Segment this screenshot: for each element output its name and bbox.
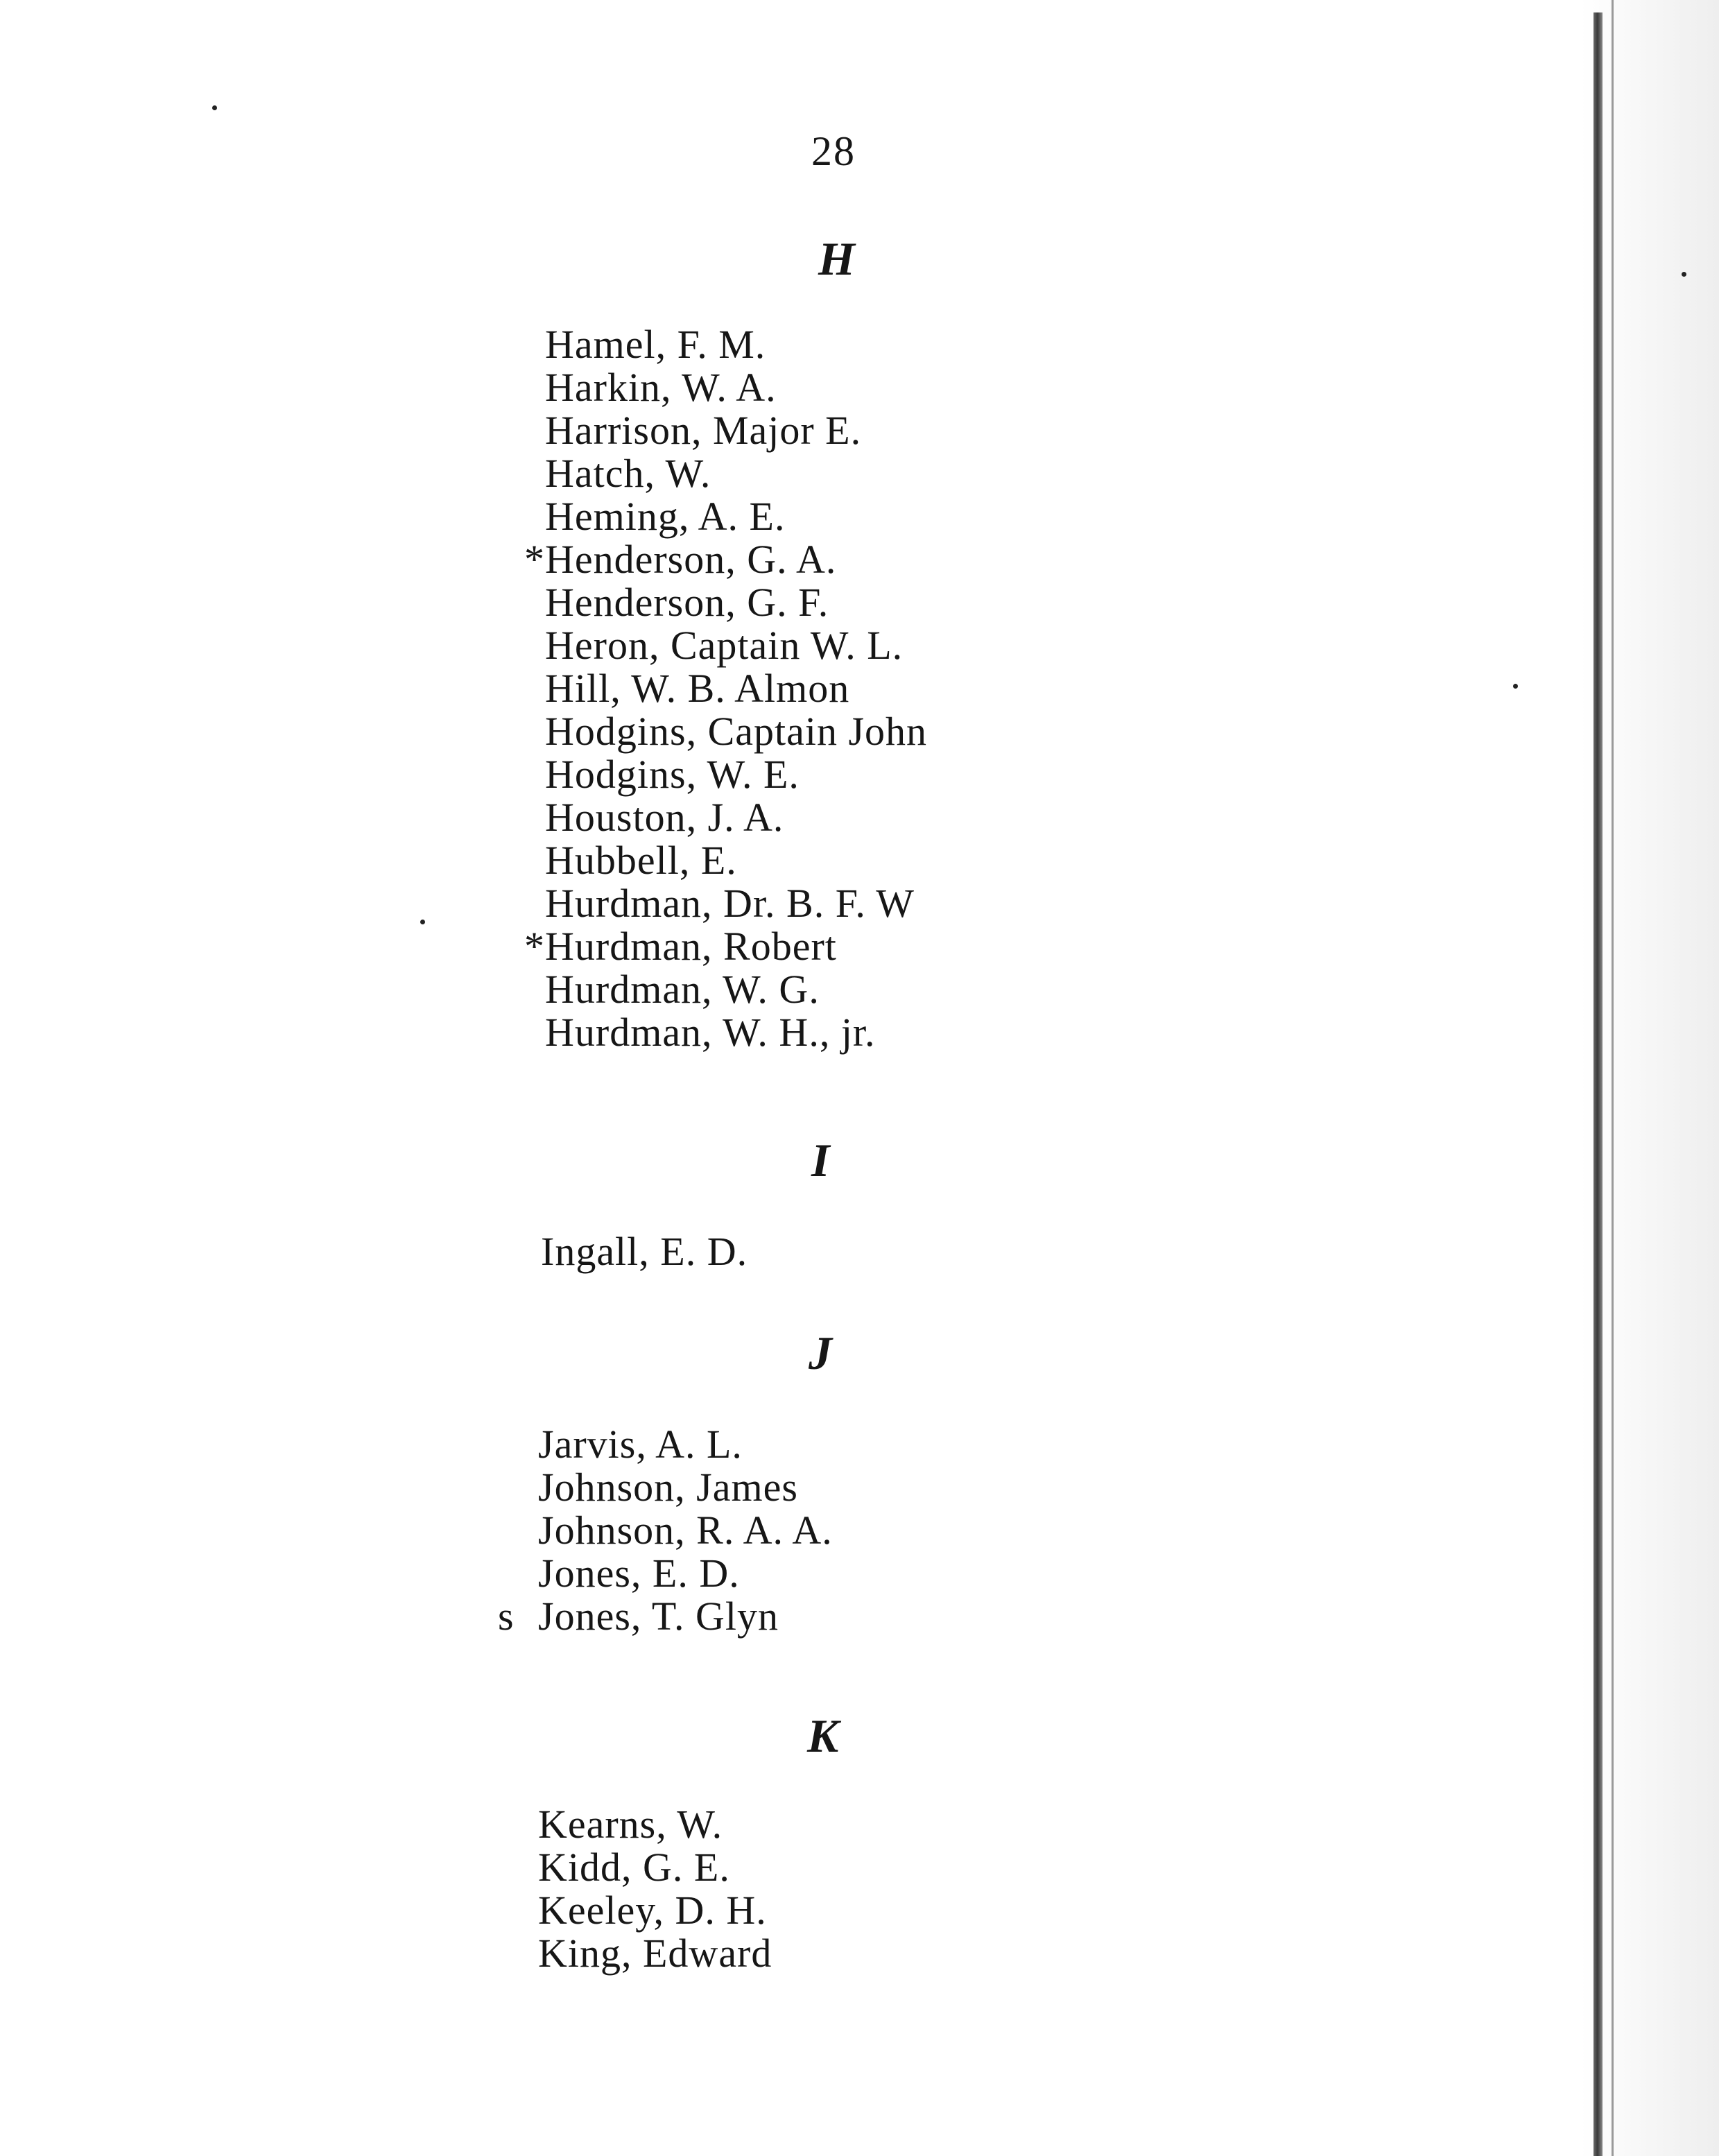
binding-edge-line: [1612, 0, 1614, 2156]
list-item: Hurdman, Robert: [545, 924, 837, 969]
page-number: 28: [811, 128, 856, 174]
list-item: Hill, W. B. Almon: [545, 666, 850, 711]
list-item: Hurdman, W. G.: [545, 967, 820, 1012]
section-heading-k: K: [807, 1709, 839, 1762]
list-item: Hubbell, E.: [545, 838, 737, 883]
asterisk-marker: *: [524, 924, 544, 969]
list-item: Houston, J. A.: [545, 795, 784, 840]
list-item: Harrison, Major E.: [545, 408, 862, 453]
section-heading-h: H: [818, 232, 855, 285]
list-item: Heming, A. E.: [545, 494, 786, 539]
list-item: Jarvis, A. L.: [538, 1422, 743, 1467]
list-item: Henderson, G. A.: [545, 537, 837, 582]
list-item: Johnson, R. A. A.: [538, 1508, 833, 1553]
list-item: King, Edward: [538, 1931, 772, 1976]
scan-speck: [1682, 272, 1686, 277]
list-item: Heron, Captain W. L.: [545, 623, 904, 668]
scan-speck: [420, 920, 425, 924]
s-marker: s: [498, 1594, 514, 1639]
section-heading-j: J: [809, 1327, 832, 1379]
binding-edge: [1593, 12, 1603, 2156]
list-item: Hodgins, Captain John: [545, 709, 928, 754]
list-item: Ingall, E. D.: [541, 1229, 748, 1274]
scan-speck: [212, 105, 217, 110]
list-item: Henderson, G. F.: [545, 580, 829, 625]
list-item: Harkin, W. A.: [545, 365, 777, 410]
list-item: Jones, T. Glyn: [538, 1594, 779, 1639]
list-item: Kearns, W.: [538, 1802, 723, 1847]
list-item: Jones, E. D.: [538, 1551, 740, 1596]
list-item: Hurdman, W. H., jr.: [545, 1010, 876, 1055]
list-item: Keeley, D. H.: [538, 1888, 767, 1933]
list-item: Kidd, G. E.: [538, 1845, 730, 1890]
section-heading-i: I: [811, 1134, 830, 1187]
list-item: Hamel, F. M.: [545, 322, 766, 367]
list-item: Hurdman, Dr. B. F. W: [545, 881, 915, 926]
asterisk-marker: *: [524, 537, 544, 582]
list-item: Johnson, James: [538, 1465, 798, 1510]
scan-speck: [1513, 684, 1518, 689]
list-item: Hatch, W.: [545, 451, 711, 496]
list-item: Hodgins, W. E.: [545, 752, 800, 797]
